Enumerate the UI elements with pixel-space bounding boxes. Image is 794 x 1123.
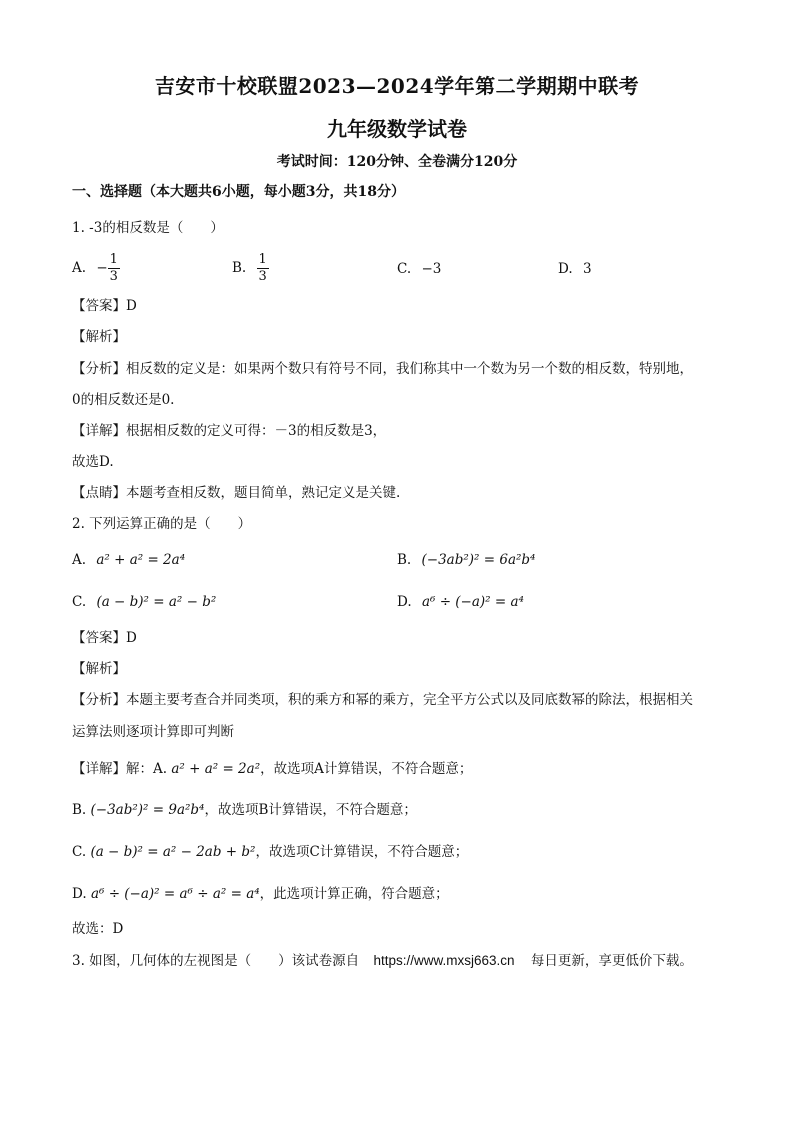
q2-option-d-expression: a⁶ ÷ (−a)² = a⁴ bbox=[421, 594, 524, 610]
q1-option-b-denominator: 3 bbox=[258, 269, 267, 284]
q1-option-d bbox=[558, 260, 592, 278]
q2-detail-d-prefix: D. bbox=[72, 886, 87, 902]
q2-detail-b-suffix: ，故选项B计算错误，不符合题意； bbox=[204, 802, 417, 818]
q2-option-d bbox=[397, 593, 524, 611]
q1-option-c bbox=[397, 260, 441, 278]
q3-stem: 3. 如图，几何体的左视图是（ ）该试卷源自 bbox=[72, 953, 360, 969]
exam-title: 吉安市十校联盟2023—2024学年第二学期期中联考 bbox=[154, 74, 640, 98]
q1-option-d-label: D. bbox=[558, 261, 573, 277]
q1-option-a-numerator: 1 bbox=[109, 252, 118, 267]
q2-detail-a-expression: a² + a² = 2a² bbox=[171, 761, 261, 777]
q1-option-b bbox=[232, 252, 269, 285]
exam-subject-title: 九年级数学试卷 bbox=[327, 117, 467, 141]
q1-analysis-heading: 【解析】 bbox=[72, 329, 126, 345]
q1-option-c-value: −3 bbox=[421, 261, 442, 277]
q1-analysis-line2: 0的相反数还是0. bbox=[72, 392, 175, 408]
q1-comment: 【点睛】本题考查相反数，题目简单，熟记定义是关键. bbox=[72, 485, 401, 501]
q2-option-a bbox=[72, 551, 185, 569]
promo-text: 每日更新，享更低价下载。 bbox=[530, 953, 693, 969]
q1-option-b-fraction bbox=[257, 252, 269, 285]
q1-option-b-label: B. bbox=[232, 260, 247, 276]
q2-detail-c bbox=[72, 843, 468, 861]
q2-detail-a bbox=[72, 760, 472, 778]
q2-detail-b-prefix: B. bbox=[72, 802, 87, 818]
q1-option-b-numerator: 1 bbox=[258, 252, 267, 267]
q1-analysis-line1: 【分析】相反数的定义是：如果两个数只有符号不同，我们称其中一个数为另一个数的相反数，特别地， bbox=[72, 361, 693, 377]
section-heading: 一、选择题（本大题共6小题，每小题3分，共18分） bbox=[72, 184, 405, 200]
q1-option-a-label: A. bbox=[72, 260, 87, 276]
q2-option-d-label: D. bbox=[397, 594, 412, 610]
q2-detail-d-suffix: ，此选项计算正确，符合题意； bbox=[259, 886, 449, 902]
q2-detail-a-suffix: ，故选项A计算错误，不符合题意； bbox=[260, 761, 473, 777]
q2-option-a-label: A. bbox=[72, 552, 87, 568]
q1-option-c-label: C. bbox=[397, 261, 412, 277]
q2-detail-c-prefix: C. bbox=[72, 844, 87, 860]
q2-detail-c-expression: (a − b)² = a² − 2ab + b² bbox=[90, 844, 256, 860]
q2-detail-a-prefix: 【详解】解：A. bbox=[72, 761, 168, 777]
source-url-link[interactable]: https://www.mxsj663.cn bbox=[373, 953, 515, 968]
q2-analysis-heading: 【解析】 bbox=[72, 661, 126, 677]
q1-detail-line2: 故选D. bbox=[72, 454, 114, 470]
q1-option-a-fraction bbox=[108, 252, 120, 285]
q1-detail-line1: 【详解】根据相反数的定义可得：－3的相反数是3， bbox=[72, 423, 387, 439]
q2-option-b-expression: (−3ab²)² = 6a²b⁴ bbox=[421, 552, 536, 568]
q2-detail-d bbox=[72, 885, 449, 903]
q2-option-c-expression: (a − b)² = a² − b² bbox=[96, 594, 217, 610]
q2-stem: 2. 下列运算正确的是（ ） bbox=[72, 516, 252, 532]
q2-option-c-label: C. bbox=[72, 594, 87, 610]
q2-detail-b bbox=[72, 801, 417, 819]
exam-info: 考试时间：120分钟、全卷满分120分 bbox=[276, 154, 518, 170]
q1-stem: 1. -3的相反数是（ ） bbox=[72, 220, 224, 236]
q2-detail-d-expression: a⁶ ÷ (−a)² = a⁶ ÷ a² = a⁴ bbox=[90, 886, 260, 902]
q2-conclusion: 故选：D bbox=[72, 921, 124, 937]
q2-option-c bbox=[72, 593, 216, 611]
q2-analysis-line2: 运算法则逐项计算即可判断 bbox=[72, 724, 234, 740]
q2-option-a-expression: a² + a² = 2a⁴ bbox=[96, 552, 186, 568]
q2-answer: 【答案】D bbox=[72, 630, 137, 646]
q2-detail-c-suffix: ，故选项C计算错误，不符合题意； bbox=[255, 844, 469, 860]
q2-option-b-label: B. bbox=[397, 552, 412, 568]
q1-option-a bbox=[72, 252, 120, 285]
q2-detail-b-expression: (−3ab²)² = 9a²b⁴ bbox=[90, 802, 205, 818]
q1-option-a-sign: − bbox=[96, 260, 108, 276]
q2-option-b bbox=[397, 551, 535, 569]
q3-stem-line bbox=[72, 952, 693, 970]
q1-option-d-value: 3 bbox=[582, 261, 592, 277]
q1-option-a-denominator: 3 bbox=[109, 269, 118, 284]
q2-analysis-line1: 【分析】本题主要考查合并同类项，积的乘方和幂的乘方，完全平方公式以及同底数幂的除法，根据相关 bbox=[72, 692, 693, 708]
q1-answer: 【答案】D bbox=[72, 298, 137, 314]
